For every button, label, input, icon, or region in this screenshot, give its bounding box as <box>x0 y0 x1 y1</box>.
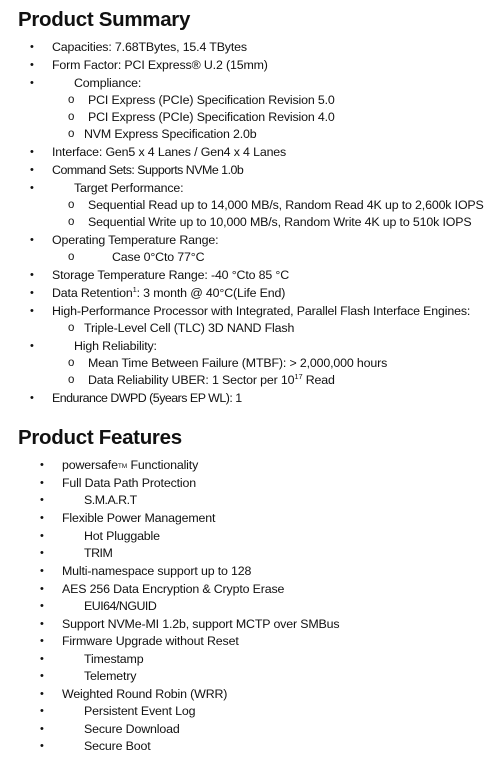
bullet: • <box>40 547 44 559</box>
list-item <box>0 615 500 633</box>
retention-value: : 3 month @ 40°C(Life End) <box>136 286 286 300</box>
list-item <box>0 737 500 755</box>
compliance-item: PCI Express (PCIe) Specification Revision 5.0 <box>88 93 335 107</box>
sub-bullet: o <box>68 128 75 140</box>
compliance-text: Compliance: <box>74 76 142 90</box>
list-item <box>0 231 500 249</box>
feature-text: Firmware Upgrade without Reset <box>62 634 239 648</box>
feature-text: Multi-namespace support up to 128 <box>62 564 252 578</box>
list-item <box>0 56 500 74</box>
product-features-heading: Product Features <box>18 426 182 449</box>
bullet: • <box>40 705 44 717</box>
uber-exponent: 17 <box>294 372 303 381</box>
feature-text: Persistent Event Log <box>84 704 196 718</box>
bullet: • <box>40 618 44 630</box>
feature-text: Timestamp <box>84 652 144 666</box>
sub-list-item <box>0 319 500 337</box>
list-item <box>0 38 500 56</box>
list-item <box>0 284 500 302</box>
list-item <box>0 667 500 685</box>
list-item <box>0 161 500 179</box>
compliance-item: NVM Express Specification 2.0b <box>84 127 257 141</box>
feature-text: Secure Boot <box>84 739 151 753</box>
list-item <box>0 179 500 197</box>
interface-text: Interface: Gen5 x 4 Lanes / Gen4 x 4 Lanes <box>52 145 287 159</box>
command-sets-text: Command Sets: Supports NVMe 1.0b <box>52 163 244 177</box>
endurance-text: Endurance DWPD (5years EP WL): 1 <box>52 391 242 405</box>
feature-text: Support NVMe-MI 1.2b, support MCTP over SMBus <box>62 617 340 631</box>
list-item <box>0 474 500 492</box>
bullet: • <box>40 670 44 682</box>
sub-list-item <box>0 248 500 266</box>
bullet: • <box>30 41 34 53</box>
bullet: • <box>40 477 44 489</box>
form-factor-text: Form Factor: PCI Express® U.2 (15mm) <box>52 58 268 72</box>
list-item <box>0 562 500 580</box>
bullet: • <box>40 565 44 577</box>
sub-list-item <box>0 125 500 143</box>
list-item <box>0 266 500 284</box>
feature-text: Secure Download <box>84 722 180 736</box>
sub-bullet: o <box>68 111 75 123</box>
feature-text: Flexible Power Management <box>62 511 216 525</box>
list-item <box>0 509 500 527</box>
trademark-mark: TM <box>117 463 128 470</box>
feature-text: Hot Pluggable <box>84 529 160 543</box>
bullet: • <box>40 494 44 506</box>
uber-prefix: Data Reliability UBER: 1 Sector per 10 <box>88 373 295 387</box>
bullet: • <box>40 635 44 647</box>
bullet: • <box>30 340 34 352</box>
retention-label: Data Retention <box>52 286 133 300</box>
powersafe-text <box>62 456 198 476</box>
compliance-item: PCI Express (PCIe) Specification Revision 4.0 <box>88 110 335 124</box>
storage-temperature-text: Storage Temperature Range: -40 °Cto 85 °C <box>52 268 290 282</box>
list-item <box>0 650 500 668</box>
bullet: • <box>40 530 44 542</box>
nand-flash-text: Triple-Level Cell (TLC) 3D NAND Flash <box>84 321 295 335</box>
performance-item: Sequential Write up to 10,000 MB/s, Random Write 4K up to 510k IOPS <box>88 215 472 229</box>
sub-bullet: o <box>68 199 75 211</box>
bullet: • <box>40 583 44 595</box>
bullet: • <box>30 59 34 71</box>
feature-text: S.M.A.R.T <box>84 493 137 507</box>
list-item <box>0 632 500 650</box>
list-item <box>0 597 500 615</box>
feature-text: Full Data Path Protection <box>62 476 196 490</box>
footnote-mark: 1 <box>132 285 137 294</box>
bullet: • <box>30 146 34 158</box>
sub-bullet: o <box>68 94 75 106</box>
uber-suffix: Read <box>302 373 335 387</box>
sub-bullet: o <box>68 251 75 263</box>
list-item <box>0 544 500 562</box>
sub-list-item <box>0 371 500 389</box>
sub-bullet: o <box>68 357 75 369</box>
sub-list-item <box>0 213 500 231</box>
bullet: • <box>40 600 44 612</box>
list-item <box>0 456 500 474</box>
sub-bullet: o <box>68 216 75 228</box>
bullet: • <box>30 269 34 281</box>
sub-list-item <box>0 354 500 372</box>
product-summary-heading: Product Summary <box>18 8 191 31</box>
data-retention-text <box>52 284 285 302</box>
sub-list-item <box>0 91 500 109</box>
list-item <box>0 702 500 720</box>
list-item <box>0 302 500 320</box>
target-performance-text: Target Performance: <box>74 181 184 195</box>
feature-text: EUI64/NGUID <box>84 599 157 613</box>
bullet: • <box>30 392 34 404</box>
bullet: • <box>30 287 34 299</box>
bullet: • <box>30 77 34 89</box>
bullet: • <box>40 723 44 735</box>
list-item <box>0 389 500 407</box>
bullet: • <box>40 459 44 471</box>
powersafe-label: powersafe <box>62 458 118 472</box>
list-item <box>0 720 500 738</box>
list-item <box>0 580 500 598</box>
processor-text: High-Performance Processor with Integrated, Parallel Flash Interface Engines: <box>52 304 471 318</box>
feature-text: Telemetry <box>84 669 137 683</box>
sub-list-item <box>0 108 500 126</box>
bullet: • <box>30 305 34 317</box>
sub-bullet: o <box>68 322 75 334</box>
bullet: • <box>40 512 44 524</box>
list-item <box>0 527 500 545</box>
sub-bullet: o <box>68 374 75 386</box>
operating-temperature-text: Operating Temperature Range: <box>52 233 219 247</box>
list-item <box>0 337 500 355</box>
list-item <box>0 491 500 509</box>
uber-text <box>88 371 335 389</box>
bullet: • <box>40 653 44 665</box>
mtbf-text: Mean Time Between Failure (MTBF): > 2,000,000 hours <box>88 356 388 370</box>
bullet: • <box>40 688 44 700</box>
sub-list-item <box>0 196 500 214</box>
feature-text: TRIM <box>84 546 113 560</box>
high-reliability-text: High Reliability: <box>74 339 157 353</box>
case-temperature-text: Case 0°Cto 77°C <box>112 250 205 264</box>
bullet: • <box>40 740 44 752</box>
list-item <box>0 74 500 92</box>
capacities-text: Capacities: 7.68TBytes, 15.4 TBytes <box>52 40 247 54</box>
powersafe-suffix: Functionality <box>127 458 199 472</box>
bullet: • <box>30 164 34 176</box>
bullet: • <box>30 234 34 246</box>
list-item <box>0 685 500 703</box>
bullet: • <box>30 182 34 194</box>
feature-text: AES 256 Data Encryption & Crypto Erase <box>62 582 285 596</box>
list-item <box>0 143 500 161</box>
feature-text: Weighted Round Robin (WRR) <box>62 687 228 701</box>
performance-item: Sequential Read up to 14,000 MB/s, Random Read 4K up to 2,600k IOPS <box>88 198 484 212</box>
